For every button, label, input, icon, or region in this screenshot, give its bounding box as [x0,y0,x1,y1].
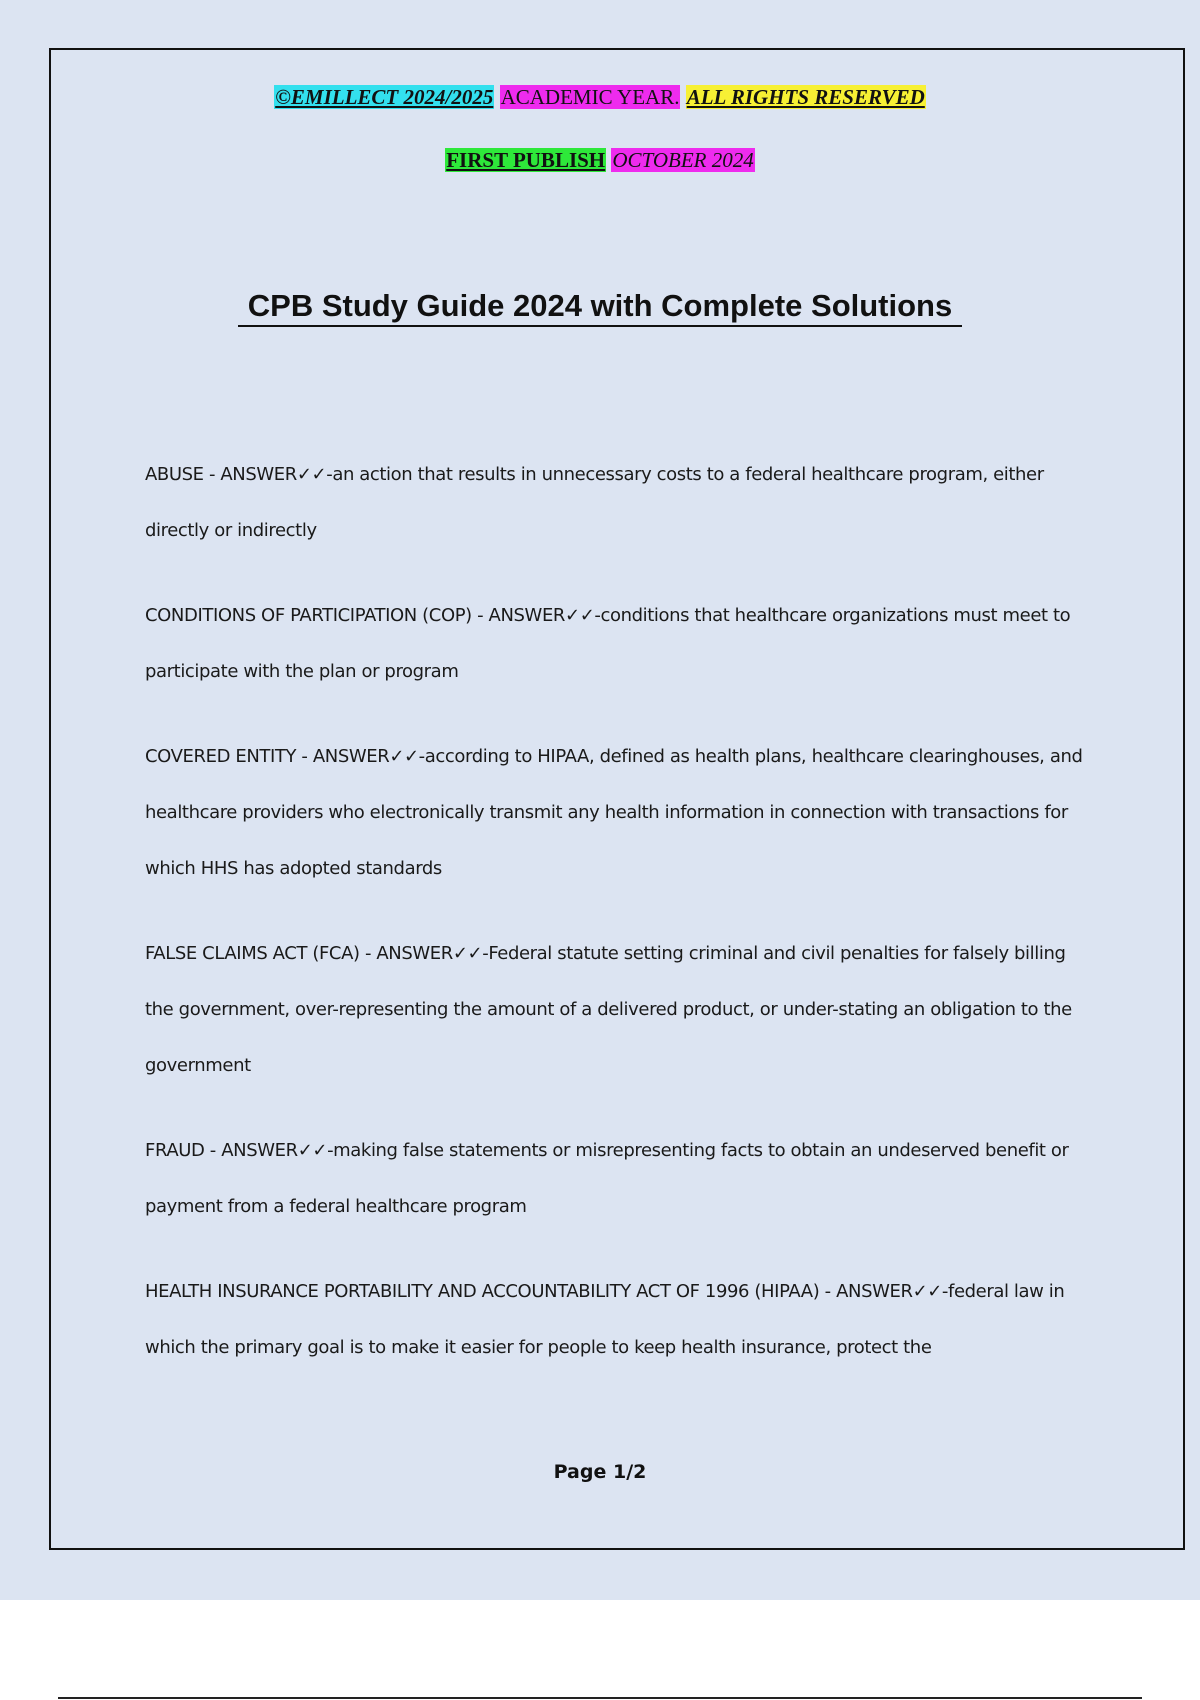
glossary-entry-conditions-of-participation: CONDITIONS OF PARTICIPATION (COP) - ANSWER✓✓-conditions that healthcare organizations must meet to participate with the plan or program [145,605,1071,682]
document-title [0,286,1200,326]
copyright-highlight: ©EMILLECT 2024/2025 [275,85,494,109]
glossary-entry-fraud: FRAUD - ANSWER✓✓-making false statements or misrepresenting facts to obtain an undeserved benefit or payment from a federal healthcare program [145,1140,1069,1217]
first-publish-highlight: FIRST PUBLISH [446,148,606,172]
publish-header [0,147,1200,173]
bottom-divider [58,1697,1142,1699]
glossary-entries [145,447,1095,1405]
publish-date-highlight: OCTOBER 2024 [612,148,754,172]
document-title-text: CPB Study Guide 2024 with Complete Solutions [238,288,962,327]
glossary-entry-hipaa: HEALTH INSURANCE PORTABILITY AND ACCOUNTABILITY ACT OF 1996 (HIPAA) - ANSWER✓✓-federal law in which the primary goal is to make it easier for people to keep health insurance, protect the [145,1281,1065,1358]
page-number: Page 1/2 [553,1461,647,1483]
copyright-header [0,84,1200,110]
glossary-entry-false-claims-act: FALSE CLAIMS ACT (FCA) - ANSWER✓✓-Federal statute setting criminal and civil penalties for falsely billing the government, over-representing the amount of a delivered product, or under-stating an obligation to the government [145,943,1072,1076]
rights-reserved-highlight: ALL RIGHTS RESERVED [686,85,925,109]
academic-year-highlight: ACADEMIC YEAR. [500,85,680,109]
glossary-entry-covered-entity: COVERED ENTITY - ANSWER✓✓-according to HIPAA, defined as health plans, healthcare clearinghouses, and healthcare providers who electronically transmit any health information in connection with transactions for which HHS has adopted standards [145,746,1083,879]
glossary-entry-abuse: ABUSE - ANSWER✓✓-an action that results in unnecessary costs to a federal healthcare program, either directly or indirectly [145,464,1044,541]
